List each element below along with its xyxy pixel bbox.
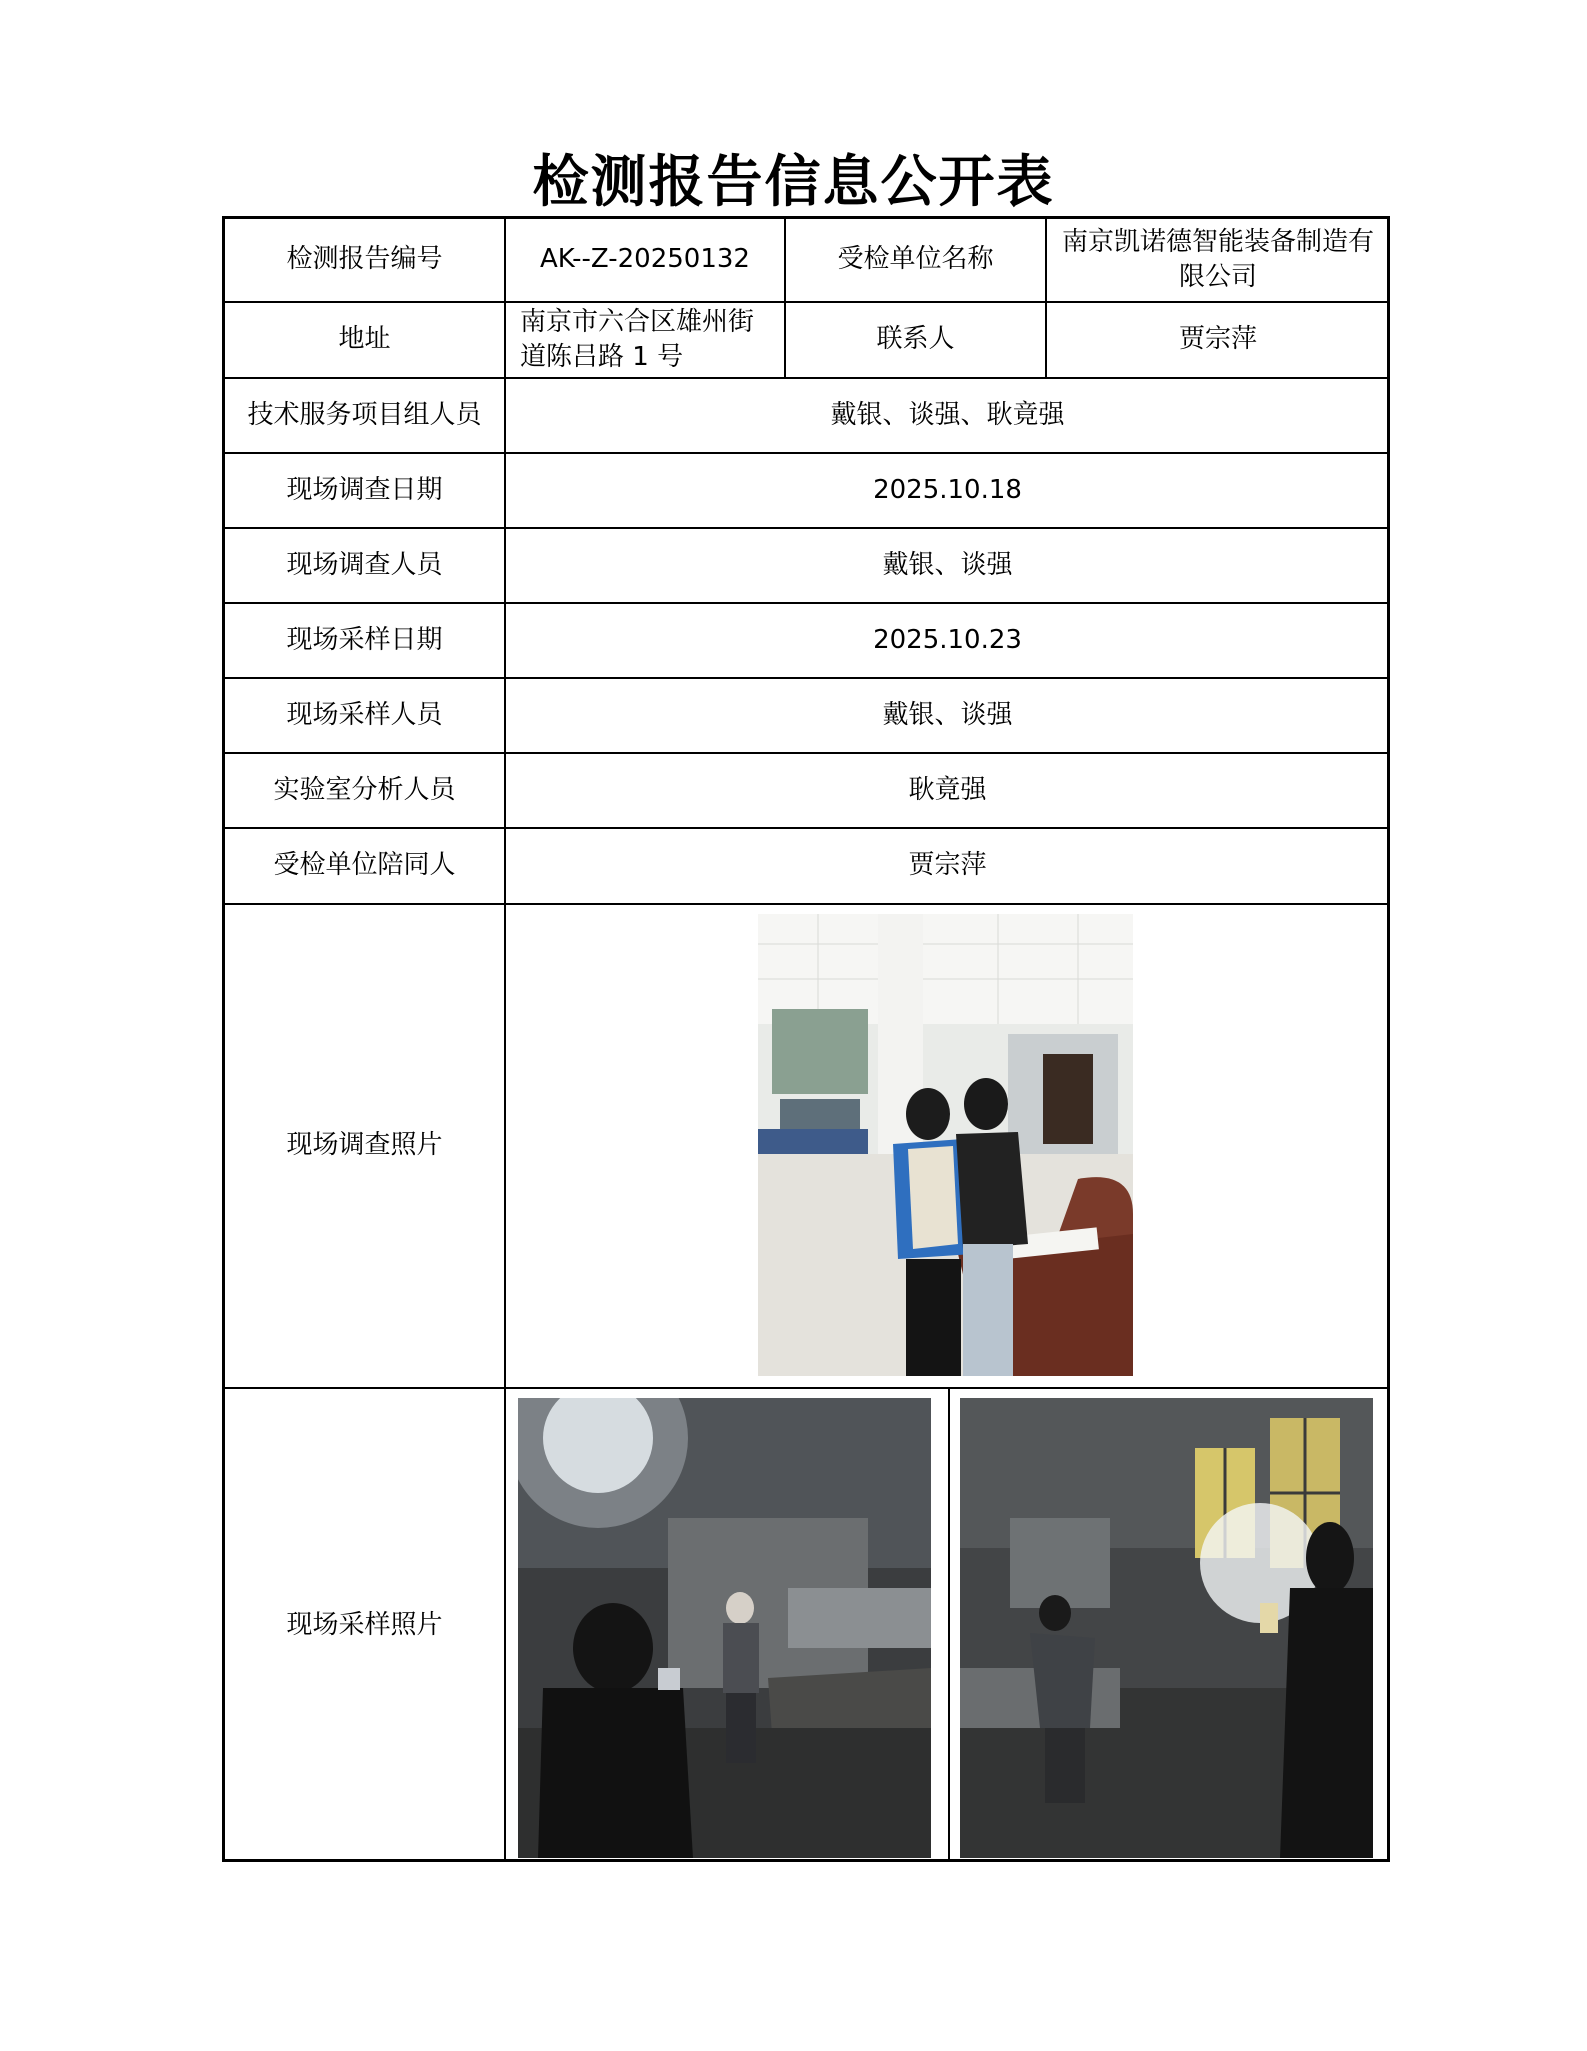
sampling-date-label: 现场采样日期 bbox=[286, 624, 443, 655]
survey-staff-value: 戴银、谈强 bbox=[882, 549, 1013, 580]
survey-date-label: 现场调查日期 bbox=[286, 474, 443, 505]
report-no-label: 检测报告编号 bbox=[286, 244, 443, 275]
escort-value: 贾宗萍 bbox=[908, 850, 987, 881]
survey-photo-label: 现场调查照片 bbox=[286, 1130, 443, 1161]
sampling-staff-value: 戴银、谈强 bbox=[882, 699, 1013, 730]
lab-staff-value: 耿竟强 bbox=[908, 774, 987, 805]
contact-label: 联系人 bbox=[876, 324, 955, 355]
survey-photo bbox=[758, 914, 1133, 1376]
page-title: 检测报告信息公开表 bbox=[532, 149, 1055, 215]
survey-staff-label: 现场调查人员 bbox=[286, 549, 443, 580]
survey-date-value: 2025.10.18 bbox=[873, 474, 1022, 505]
lab-staff-label: 实验室分析人员 bbox=[273, 774, 456, 805]
sampling-photo-right bbox=[960, 1398, 1373, 1858]
contact-value: 贾宗萍 bbox=[1178, 324, 1257, 355]
team-label: 技术服务项目组人员 bbox=[247, 399, 482, 430]
escort-label: 受检单位陪同人 bbox=[273, 850, 456, 881]
info-table bbox=[222, 216, 1390, 1862]
report-no-value: AK--Z-20250132 bbox=[540, 244, 750, 275]
client-name-value: 南京凯诺德智能装备制造有限公司 bbox=[1061, 226, 1374, 292]
sampling-date-value: 2025.10.23 bbox=[873, 624, 1022, 655]
address-value: 南京市六合区雄州街道陈吕路 1 号 bbox=[520, 306, 755, 372]
address-label: 地址 bbox=[338, 324, 391, 355]
sampling-photo-left bbox=[518, 1398, 931, 1858]
sampling-staff-label: 现场采样人员 bbox=[286, 699, 443, 730]
client-name-label: 受检单位名称 bbox=[837, 244, 994, 275]
sampling-photo-label: 现场采样照片 bbox=[286, 1609, 443, 1640]
team-value: 戴银、谈强、耿竟强 bbox=[830, 399, 1065, 430]
